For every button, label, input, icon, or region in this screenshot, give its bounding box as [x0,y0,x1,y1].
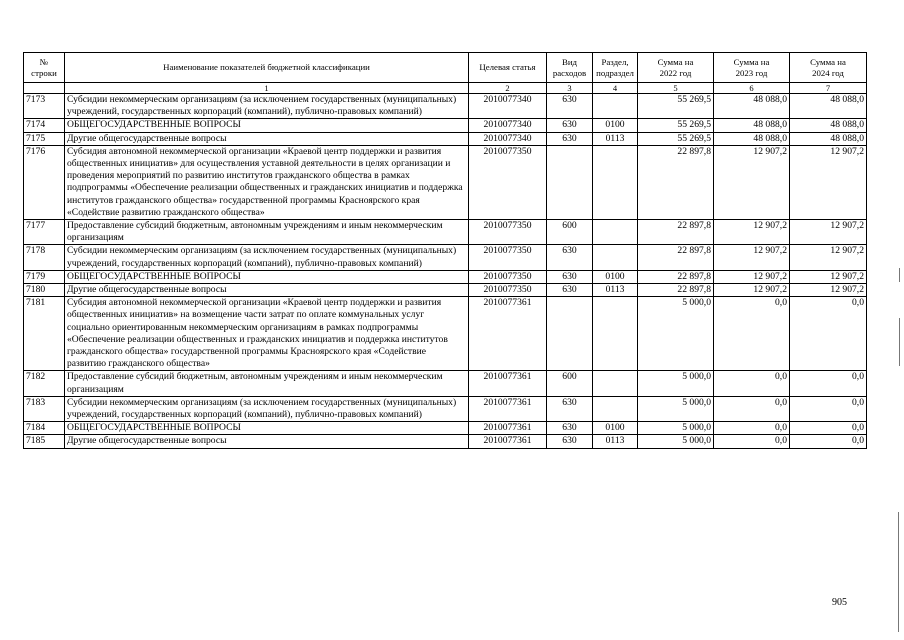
sum-2022: 55 269,5 [638,132,714,145]
expense-type: 600 [547,371,593,396]
sum-2023: 0,0 [714,396,790,421]
row-number: 7180 [24,284,65,297]
sum-2023: 12 907,2 [714,270,790,283]
sum-2023: 48 088,0 [714,132,790,145]
section-code: 0100 [593,119,638,132]
table-row [24,396,867,421]
row-number: 7182 [24,371,65,396]
row-number: 7183 [24,396,65,421]
table-row [24,435,867,448]
row-number: 7181 [24,297,65,371]
row-number: 7176 [24,145,65,219]
sum-2023: 0,0 [714,435,790,448]
expense-type: 630 [547,119,593,132]
section-code: 0113 [593,284,638,297]
section-code [593,396,638,421]
indicator-name: Субсидии некоммерческим организациям (за исключением государственных (муниципальных) учреждений, государственных корпораций (компаний), публично-правовых компаний) [65,245,469,270]
expense-type: 630 [547,435,593,448]
section-code: 0113 [593,132,638,145]
section-code: 0113 [593,435,638,448]
column-number-row [24,83,867,94]
sum-2022: 5 000,0 [638,396,714,421]
expense-type: 630 [547,245,593,270]
expense-type [547,145,593,219]
indicator-name: Субсидия автономной некоммерческой организации «Краевой центр поддержки и развития общественных инициатив» на возмещение части затрат по оплате коммунальных услуг социально ориентированным некоммерческим организациям в рамках подпрограммы «Обеспечение реализации общественных и гражданских инициатив и поддержка институтов гражданского общества» государственной программы Красноярского края «Содействие развитию гражданского общества» [65,297,469,371]
sum-2024: 48 088,0 [790,94,867,119]
row-number: 7185 [24,435,65,448]
sum-2024: 0,0 [790,422,867,435]
target-article: 2010077350 [469,284,547,297]
expense-type: 630 [547,396,593,421]
sum-2023: 12 907,2 [714,245,790,270]
section-code [593,145,638,219]
target-article: 2010077340 [469,119,547,132]
indicator-name: Другие общегосударственные вопросы [65,284,469,297]
sum-2022: 22 897,8 [638,284,714,297]
sum-2022: 55 269,5 [638,94,714,119]
indicator-name: Субсидия автономной некоммерческой организации «Краевой центр поддержки и развития общественных инициатив» для осуществления уставной деятельности в целях организации и проведения мероприятий по развитию институтов гражданского общества в рамках подпрограммы «Обеспечение реализации общественных и гражданских инициатив и поддержка институтов гражданского общества» государственной программы Красноярского края «Содействие развитию гражданского общества» [65,145,469,219]
scan-edge-mark [899,318,900,366]
target-article: 2010077361 [469,435,547,448]
header-expense-type: Вид расходов [547,53,593,83]
table-row [24,297,867,371]
target-article: 2010077350 [469,245,547,270]
target-article: 2010077340 [469,132,547,145]
column-number: 2 [469,83,547,94]
sum-2022: 22 897,8 [638,220,714,245]
indicator-name: ОБЩЕГОСУДАРСТВЕННЫЕ ВОПРОСЫ [65,270,469,283]
sum-2023: 12 907,2 [714,284,790,297]
header-sum-2024: Сумма на 2024 год [790,53,867,83]
sum-2024: 0,0 [790,297,867,371]
sum-2024: 48 088,0 [790,132,867,145]
expense-type: 600 [547,220,593,245]
sum-2022: 5 000,0 [638,435,714,448]
section-code [593,94,638,119]
sum-2024: 0,0 [790,435,867,448]
table-row [24,245,867,270]
table-row [24,422,867,435]
sum-2022: 55 269,5 [638,119,714,132]
column-number: 1 [65,83,469,94]
column-number: 4 [593,83,638,94]
indicator-name: Предоставление субсидий бюджетным, автономным учреждениям и иным некоммерческим организациям [65,220,469,245]
row-number: 7178 [24,245,65,270]
target-article: 2010077350 [469,270,547,283]
indicator-name: ОБЩЕГОСУДАРСТВЕННЫЕ ВОПРОСЫ [65,119,469,132]
sum-2022: 22 897,8 [638,245,714,270]
column-number: 7 [790,83,867,94]
table-row [24,119,867,132]
indicator-name: ОБЩЕГОСУДАРСТВЕННЫЕ ВОПРОСЫ [65,422,469,435]
section-code: 0100 [593,270,638,283]
target-article: 2010077350 [469,145,547,219]
sum-2023: 12 907,2 [714,220,790,245]
sum-2023: 12 907,2 [714,145,790,219]
header-indicator-name: Наименование показателей бюджетной классификации [65,53,469,83]
indicator-name: Другие общегосударственные вопросы [65,435,469,448]
sum-2024: 12 907,2 [790,284,867,297]
header-row [24,53,867,83]
sum-2024: 0,0 [790,396,867,421]
column-number: 3 [547,83,593,94]
budget-table [23,52,867,449]
table-row [24,284,867,297]
expense-type [547,297,593,371]
section-code [593,297,638,371]
expense-type: 630 [547,284,593,297]
target-article: 2010077350 [469,220,547,245]
sum-2022: 5 000,0 [638,371,714,396]
section-code [593,245,638,270]
expense-type: 630 [547,94,593,119]
table-row [24,371,867,396]
page-number: 905 [832,597,847,608]
scan-edge-mark [899,268,900,282]
sum-2024: 12 907,2 [790,245,867,270]
section-code: 0100 [593,422,638,435]
table-row [24,132,867,145]
section-code [593,220,638,245]
section-code [593,371,638,396]
target-article: 2010077361 [469,396,547,421]
indicator-name: Субсидии некоммерческим организациям (за исключением государственных (муниципальных) учреждений, государственных корпораций (компаний), публично-правовых компаний) [65,94,469,119]
column-number: 5 [638,83,714,94]
sum-2022: 5 000,0 [638,422,714,435]
header-sum-2023: Сумма на 2023 год [714,53,790,83]
sum-2024: 12 907,2 [790,145,867,219]
row-number: 7184 [24,422,65,435]
target-article: 2010077361 [469,371,547,396]
indicator-name: Субсидии некоммерческим организациям (за исключением государственных (муниципальных) учреждений, государственных корпораций (компаний), публично-правовых компаний) [65,396,469,421]
header-row-number: № строки [24,53,65,83]
table-row [24,220,867,245]
row-number: 7179 [24,270,65,283]
sum-2023: 48 088,0 [714,94,790,119]
sum-2023: 0,0 [714,422,790,435]
target-article: 2010077340 [469,94,547,119]
sum-2024: 12 907,2 [790,220,867,245]
header-sum-2022: Сумма на 2022 год [638,53,714,83]
column-number [24,83,65,94]
scan-edge-mark [898,512,899,632]
indicator-name: Другие общегосударственные вопросы [65,132,469,145]
target-article: 2010077361 [469,297,547,371]
table-row [24,145,867,219]
header-section: Раздел, подраздел [593,53,638,83]
expense-type: 630 [547,270,593,283]
table-row [24,94,867,119]
expense-type: 630 [547,422,593,435]
sum-2023: 0,0 [714,371,790,396]
sum-2022: 5 000,0 [638,297,714,371]
sum-2022: 22 897,8 [638,145,714,219]
sum-2024: 48 088,0 [790,119,867,132]
row-number: 7173 [24,94,65,119]
sum-2022: 22 897,8 [638,270,714,283]
sum-2024: 12 907,2 [790,270,867,283]
row-number: 7174 [24,119,65,132]
sum-2023: 48 088,0 [714,119,790,132]
column-number: 6 [714,83,790,94]
row-number: 7177 [24,220,65,245]
sum-2023: 0,0 [714,297,790,371]
header-target-article: Целевая статья [469,53,547,83]
table-row [24,270,867,283]
expense-type: 630 [547,132,593,145]
target-article: 2010077361 [469,422,547,435]
row-number: 7175 [24,132,65,145]
indicator-name: Предоставление субсидий бюджетным, автономным учреждениям и иным некоммерческим организациям [65,371,469,396]
sum-2024: 0,0 [790,371,867,396]
